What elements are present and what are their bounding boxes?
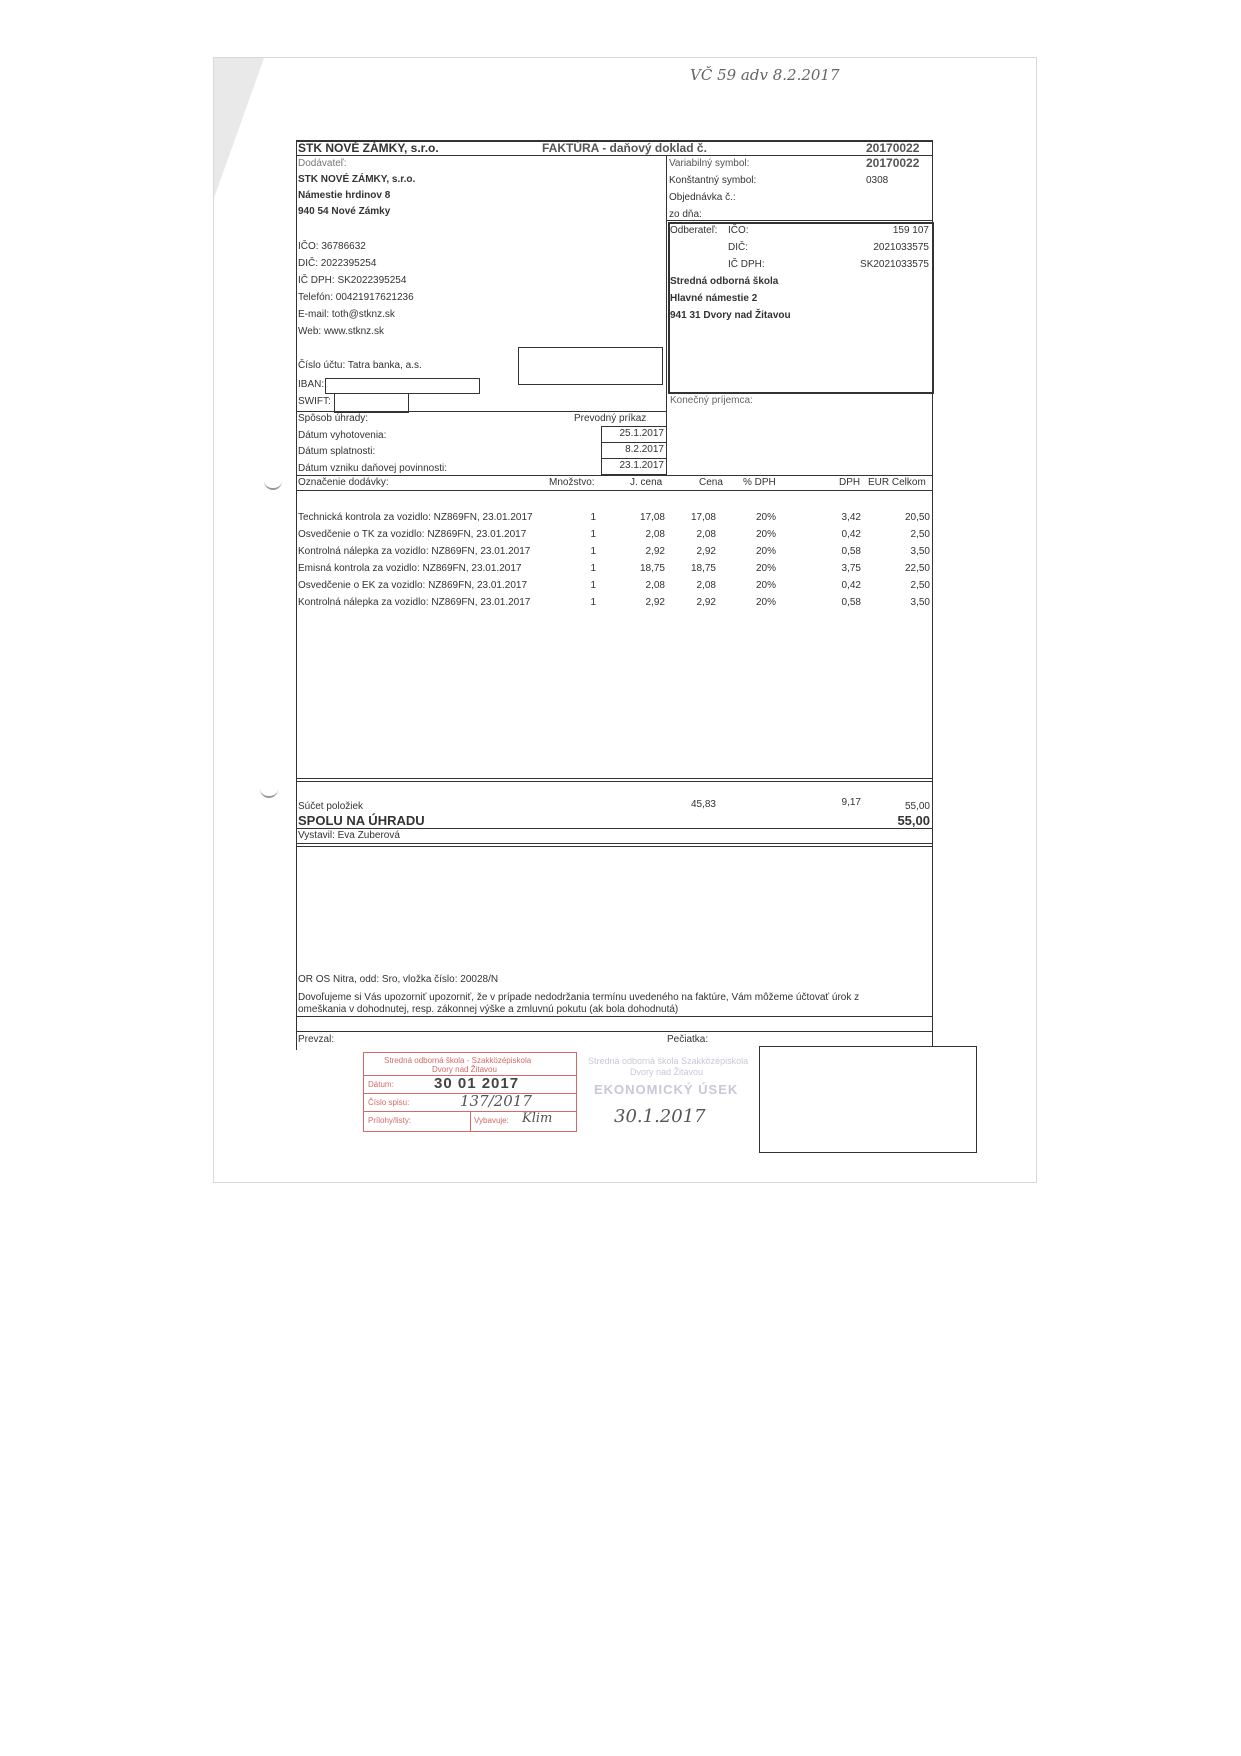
rule (296, 778, 933, 779)
final-recipient-label: Konečný príjemca: (670, 395, 753, 406)
issue-date-label: Dátum vyhotovenia: (298, 430, 387, 441)
const-symbol-label: Konštantný symbol: (669, 175, 757, 186)
item-total: 22,50 (904, 563, 930, 574)
item-unit: 2,92 (645, 597, 665, 608)
item-vat: 0,42 (841, 580, 861, 591)
supplier-dic: DIČ: 2022395254 (298, 258, 377, 269)
col-vat-pct: % DPH (743, 477, 776, 488)
customer-city: 941 31 Dvory nad Žitavou (670, 310, 791, 321)
item-unit: 2,08 (645, 529, 665, 540)
issued-by: Vystavil: Eva Zuberová (298, 830, 400, 841)
item-total: 2,50 (910, 529, 930, 540)
rule (296, 140, 297, 1050)
supplier-label: Dodávateľ: (298, 158, 347, 169)
registry-stamp (363, 1052, 577, 1132)
redaction-box (759, 1046, 977, 1153)
folded-corner (214, 58, 264, 198)
handwritten-note: VČ 59 adv 8.2.2017 (690, 66, 840, 84)
item-qty: 1 (590, 512, 596, 523)
customer-dic: 2021033575 (873, 242, 929, 253)
handwritten-date: 30.1.2017 (614, 1106, 706, 1127)
item-unit: 18,75 (639, 563, 665, 574)
invoice (296, 140, 933, 1050)
stamp-title-1: Stredná odborná škola - Szakközépiskola (384, 1056, 532, 1065)
rule (296, 155, 933, 156)
customer-icdph: SK2021033575 (860, 259, 929, 270)
item-price: 17,08 (690, 512, 716, 523)
item-vat-pct: 20% (755, 597, 776, 608)
iban-label: IBAN: (298, 379, 325, 390)
stamp-handler-label: Vybavuje: (474, 1116, 509, 1125)
payment-method: Prevodný príkaz (574, 413, 647, 424)
document-number: 20170022 (866, 141, 920, 155)
item-vat-pct: 20% (755, 563, 776, 574)
item-price: 18,75 (690, 563, 716, 574)
customer-street: Hlavné námestie 2 (670, 293, 758, 304)
customer-ico: 159 107 (892, 225, 929, 236)
item-vat: 0,58 (841, 597, 861, 608)
payment-method-label: Spôsob úhrady: (298, 413, 369, 424)
notice-line-1: Dovoľujeme si Vás upozorniť upozorniť, že v prípade nedodržania termínu uvedeného na faktúre, Vám môžeme účtovať úrok z (298, 992, 860, 1003)
col-price: Cena (699, 477, 723, 488)
item-vat-pct: 20% (755, 512, 776, 523)
stamp-label: Pečiatka: (667, 1034, 709, 1045)
rule (470, 1111, 471, 1131)
pay-total: 55,00 (897, 813, 930, 828)
stamp-file-value: 137/2017 (460, 1092, 532, 1110)
rule (666, 155, 667, 475)
col-vat: DPH (839, 477, 861, 488)
item-total: 2,50 (910, 580, 930, 591)
item-total: 3,50 (910, 546, 930, 557)
stamp-date-value: 30 01 2017 (434, 1075, 520, 1092)
swift-label: SWIFT: (298, 396, 331, 407)
stamp-attachments-label: Prílohy/listy: (368, 1116, 412, 1125)
item-qty: 1 (590, 597, 596, 608)
seller-header: STK NOVÉ ZÁMKY, s.r.o. (298, 141, 439, 155)
var-symbol-label: Variabilný symbol: (669, 158, 750, 169)
faded-stamp-line-3: EKONOMICKÝ ÚSEK (594, 1082, 739, 1097)
redaction-box (325, 378, 480, 394)
item-name: Kontrolná nálepka za vozidlo: NZ869FN, 23.01.2017 (298, 546, 531, 557)
received-label: Prevzal: (298, 1034, 335, 1045)
item-price: 2,92 (696, 597, 716, 608)
issue-date-box (601, 426, 667, 443)
item-name: Osvedčenie o TK za vozidlo: NZ869FN, 23.01.2017 (298, 529, 527, 540)
sum-total: 55,00 (904, 801, 930, 812)
order-label: Objednávka č.: (669, 192, 736, 203)
item-qty: 1 (590, 563, 596, 574)
notice-line-2: omeškania v dohodnutej, resp. zákonnej výške a zmluvnú pokutu (ak bola dohodnutá) (298, 1004, 679, 1015)
sum-label: Súčet položiek (298, 801, 364, 812)
due-date: 8.2.2017 (625, 444, 664, 455)
var-symbol: 20170022 (866, 156, 920, 170)
item-name: Emisná kontrola za vozidlo: NZ869FN, 23.01.2017 (298, 563, 522, 574)
rule (296, 1031, 933, 1032)
item-price: 2,08 (696, 529, 716, 540)
issue-date: 25.1.2017 (619, 428, 664, 439)
supplier-street: Námestie hrdinov 8 (298, 190, 391, 201)
item-vat-pct: 20% (755, 546, 776, 557)
item-vat: 0,58 (841, 546, 861, 557)
customer-dic-label: DIČ: (728, 242, 748, 253)
item-vat-pct: 20% (755, 580, 776, 591)
col-unit-price: J. cena (630, 477, 663, 488)
rule (296, 846, 933, 847)
item-unit: 2,08 (645, 580, 665, 591)
supplier-ico: IČO: 36786632 (298, 241, 366, 252)
item-unit: 2,92 (645, 546, 665, 557)
const-symbol: 0308 (866, 175, 889, 186)
rule (296, 490, 933, 491)
customer-ico-label: IČO: (728, 225, 749, 236)
col-item: Označenie dodávky: (298, 477, 389, 488)
stamp-handler-value: Klim (522, 1111, 553, 1126)
sum-price: 45,83 (690, 799, 716, 810)
item-qty: 1 (590, 529, 596, 540)
redaction-box (518, 347, 663, 385)
supplier-icdph: IČ DPH: SK2022395254 (298, 275, 407, 286)
rule (296, 1016, 933, 1017)
item-name: Kontrolná nálepka za vozidlo: NZ869FN, 23.01.2017 (298, 597, 531, 608)
rule (296, 843, 933, 844)
rule (296, 781, 933, 782)
rule (296, 411, 666, 412)
supplier-web: Web: www.stknz.sk (298, 326, 384, 337)
item-vat: 3,75 (841, 563, 861, 574)
supplier-phone: Telefón: 00421917621236 (298, 292, 414, 303)
stamp-file-label: Číslo spisu: (368, 1098, 410, 1107)
tax-date: 23.1.2017 (619, 460, 664, 471)
rule (296, 828, 933, 829)
customer-name: Stredná odborná škola (670, 276, 779, 287)
supplier-name: STK NOVÉ ZÁMKY, s.r.o. (298, 174, 416, 185)
tax-date-label: Dátum vzniku daňovej povinnosti: (298, 463, 447, 474)
item-name: Osvedčenie o EK za vozidlo: NZ869FN, 23.01.2017 (298, 580, 528, 591)
tax-date-box (601, 458, 667, 475)
item-name: Technická kontrola za vozidlo: NZ869FN, 23.01.2017 (298, 512, 533, 523)
item-price: 2,08 (696, 580, 716, 591)
item-vat: 3,42 (841, 512, 861, 523)
item-total: 20,50 (904, 512, 930, 523)
customer-icdph-label: IČ DPH: (728, 259, 765, 270)
redaction-box (334, 393, 409, 413)
bank-account: Číslo účtu: Tatra banka, a.s. (298, 360, 422, 371)
pay-label: SPOLU NA ÚHRADU (298, 813, 425, 828)
stamp-title-2: Dvory nad Žitavou (432, 1065, 497, 1074)
sum-vat: 9,17 (841, 797, 861, 808)
document-title: FAKTÚRA - daňový doklad č. (542, 141, 707, 155)
due-date-label: Dátum splatnosti: (298, 446, 376, 457)
supplier-email: E-mail: toth@stknz.sk (298, 309, 395, 320)
col-qty: Množstvo: (549, 477, 595, 488)
item-total: 3,50 (910, 597, 930, 608)
item-unit: 17,08 (639, 512, 665, 523)
stamp-date-label: Dátum: (368, 1080, 394, 1089)
item-price: 2,92 (696, 546, 716, 557)
customer-label: Odberateľ: (670, 225, 718, 236)
rule (666, 220, 933, 221)
faded-stamp-line-2: Dvory nad Žitavou (630, 1067, 704, 1077)
due-date-box (601, 442, 667, 459)
faded-stamp-line-1: Stredná odborná škola Szakközépiskola (588, 1056, 749, 1066)
item-vat-pct: 20% (755, 529, 776, 540)
col-total: EUR Celkom (868, 477, 926, 488)
order-date-label: zo dňa: (669, 209, 702, 220)
rule (296, 475, 933, 476)
supplier-city: 940 54 Nové Zámky (298, 206, 391, 217)
item-vat: 0,42 (841, 529, 861, 540)
item-qty: 1 (590, 580, 596, 591)
registry-info: OR OS Nitra, odd: Sro, vložka číslo: 20028/N (298, 974, 499, 985)
item-qty: 1 (590, 546, 596, 557)
